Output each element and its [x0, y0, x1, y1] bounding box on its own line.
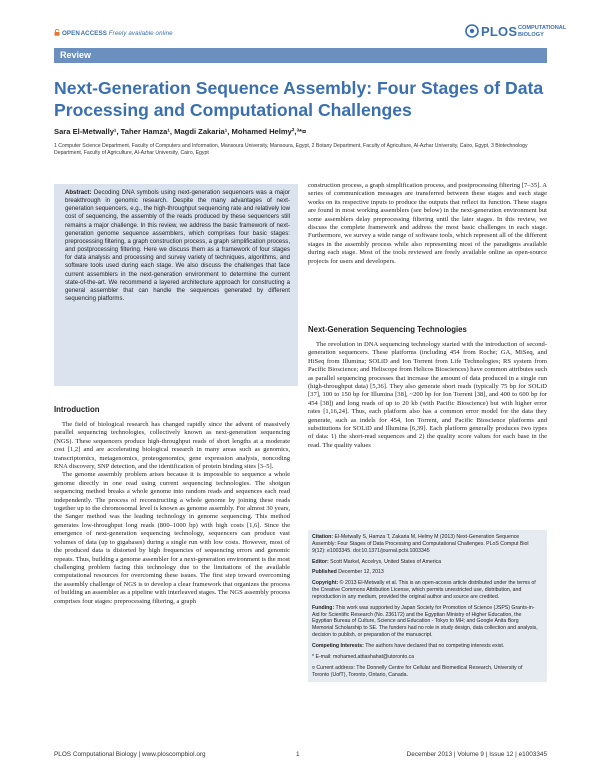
- competing-label: Competing Interests:: [312, 642, 364, 649]
- author-list: Sara El-Metwally¹, Taher Hamza¹, Magdi Zakaria¹, Mohamed Helmy²,³*¤: [54, 127, 307, 136]
- abstract-label: Abstract:: [65, 190, 92, 196]
- copyright: [312, 580, 541, 601]
- funding-label: Funding:: [312, 604, 335, 611]
- footer-issue: December 2013 | Volume 9 | Issue 12 | e1003345: [406, 751, 547, 758]
- citation: [312, 534, 541, 555]
- citation-text: El-Metwally S, Hamza T, Zakaria M, Helmy M (2013) Next-Generation Sequence Assembly: Four Stages of Data Processing and Computational Challenges. PLoS Comput Biol 9(12): e1003345. doi:10.1371/journal.pcbi.1003345: [312, 534, 529, 554]
- published-label: Published: [312, 569, 337, 576]
- affiliations: 1 Computer Science Department, Faculty of Computers and Information, Mansoura University, Mansoura, Egypt, 2 Botany Department, Faculty of Agriculture, Al-Azhar University, Cairo, Egypt, 3 Biotechnology Department, Faculty of Agriculture, Al-Azhar University, Cairo, Egypt: [54, 143, 528, 157]
- published: [312, 569, 541, 576]
- funding-text: This work was supported by Japan Society for Promotion of Science (JSPS) Grants-in-Aid for Scientific Research (No. 236172) and the Egyptian Ministry of Higher Education, the Egyptian Bureau of Culture, Science and Education - Tokyo to MH; and Google Anita Borg Memorial Scholarship to SE. The funders had no role in study design, data collection and analysis, decision to publish, or preparation of the manuscript.: [312, 604, 538, 639]
- ngs-body: [308, 341, 547, 450]
- logo-plos-text: PLOS: [481, 24, 518, 39]
- email: * E-mail: mohamed.attiashahat@utoronto.ca: [312, 653, 415, 660]
- editor-label: Editor:: [312, 558, 329, 565]
- footer-journal: PLOS Computational Biology | www.ploscompbiol.org: [54, 751, 206, 758]
- open-access-badge: [54, 29, 173, 37]
- logo-line-2: BIOLOGY: [518, 31, 544, 38]
- abstract-body: Decoding DNA symbols using next-generation sequencers was a major breakthrough in genomic research. Despite the many advantages of next-generation sequencers, e.g., the high-throughput sequencing rate and relatively low cost of sequencing, the assembly of the reads produced by these sequencers still remains a major challenge. In this review, we address the basic framework of next-generation genome sequence assemblers, which comprises four basic stages: preprocessing filtering, a graph construction process, a graph simplification process, and postprocessing filtering. Here we discuss them as a framework of four stages for data analysis and processing and survey variety of techniques, algorithms, and software tools used during each stage. We also discuss the challenges that face current assemblers in the next-generation environment to determine the current state-of-the-art. We recommend a layered architecture approach for constructing a general assembler that can handle the sequences generated by different sequencing platforms.: [65, 190, 290, 303]
- copyright-label: Copyright:: [312, 580, 339, 587]
- abstract-box: [54, 184, 298, 386]
- article-title: Next-Generation Sequence Assembly: Four Stages of Data Processing and Computational Challenges: [54, 78, 544, 120]
- plos-logo-icon: [465, 24, 479, 38]
- plos-logo: [463, 22, 567, 42]
- introduction-body: [54, 421, 290, 606]
- introduction-heading: Introduction: [54, 405, 100, 414]
- logo-journal-text: [518, 25, 566, 38]
- editor: [312, 559, 541, 566]
- intro-paragraph-2: The genome assembly problem arises because it is impossible to sequence a whole genome directly in one read using current sequencing technologies. The shotgun sequencing method breaks a whole genome into random reads and sequences each read independently. The process of reconstructing a whole genome by joining these reads together up to the chromosomal level is known as genome assembly. For almost 30 years, the Sanger method was the leading technology in genome sequencing. This method generates low-throughput long reads (800–1000 bp) with high costs [1,6]. Since the emergence of next-generation sequencing technology, sequencers can produce vast volumes of data (up to gigabases) during a single run with low costs. However, most of the produced data is distorted by high frequencies of sequencing errors and genomic repeats. Thus, building a genome assembler for a next-generation environment is the most challenging problem facing this technology due to the limitations of the available computational resources for overcoming these issues. The first step toward overcoming the assembly challenge of NGS is to develop a clear framework that organizes the process of building an assembler as a pipeline with interleaved stages. The NGS assembly process comprises four stages: preprocessing filtering, a graph: [54, 471, 290, 605]
- current-address: ¤ Current address: The Donnelly Centre for Cellular and Biomedical Research, University of Toronto (UofT), Toronto, Ontario, Canada.: [312, 664, 523, 678]
- funding: [312, 605, 541, 639]
- editor-text: Scott Markel, Accelrys, United States of America: [328, 558, 442, 565]
- ngs-heading: Next-Generation Sequencing Technologies: [308, 325, 467, 334]
- open-label: OPEN: [62, 30, 80, 37]
- article-info-box: [308, 530, 547, 682]
- competing-text: The authors have declared that no competing interests exist.: [363, 642, 505, 649]
- published-date: December 12, 2013: [336, 569, 384, 576]
- intro-paragraph-1: The field of biological research has changed rapidly since the advent of massively parallel sequencing technologies, collectively known as next-generation sequencing (NGS). These sequencers produce high-throughput reads of short lengths at a moderate cost [1,2] and are accelerating biological research in many areas such as genomics, transcriptomics, metagenomics, proteogenomics, gene expression analysis, noncoding RNA discovery, SNP detection, and the identification of protein binding sites [3–5].: [54, 421, 290, 471]
- col2-paragraph-1: construction process, a graph simplification process, and postprocessing filtering [7–35]. A series of communication messages are transferred between these stages and each stage works on its respective inputs to produce the outputs that reflect its function. These stages are found in most working assemblers (see below) in the next-generation environment but some assemblers delay preprocessing filtering until the later stages. In this review, we discuss the complete framework and address the most basic challenges in each stage. Furthermore, we survey a wide range of software tools, which represent all of the different stages in the assembly process while also representing most of the paradigms available during each stage. Most of the tools reviewed are freely available online as open-source projects for users and developers.: [308, 182, 547, 265]
- competing-interests: [312, 643, 541, 650]
- citation-label: Citation:: [312, 534, 334, 540]
- access-label: ACCESS: [80, 30, 107, 37]
- section-banner: Review: [54, 48, 547, 63]
- copyright-text: © 2013 El-Metwally et al. This is an open-access article distributed under the terms of the Creative Commons Attribution License, which permits unrestricted use, distribution, and reproduction in any medium, provided the original author and source are credited.: [312, 580, 536, 600]
- column-2-text: [308, 182, 547, 266]
- logo-line-1: COMPUTATIONAL: [518, 25, 567, 31]
- footer-page-number: 1: [296, 751, 300, 758]
- col2-paragraph-2: The revolution in DNA sequencing technology started with the introduction of second-generation sequencers. These platforms (including 454 from Roche; GA, MiSeq, and HiSeq from Illumina; SOLiD and Ion Torrent from Life Technologies; RS system from Pacific Bioscience; and Heliscope from Helicos Biosciences) have common attributes such as parallel sequencing processes that increase the amount of data produced in a single run (high-throughput data) [5,36]. They also generate short reads (typically 75 bp for SOLiD [37], 100 to 150 bp for Illumina [38], ~200 bp for Ion Torrent [38], and 400 to 600 bp for 454 [38]) and long reads of up to 20 kb (with Pacific Bioscience) but with higher error rates [1,16,24]. Thus, each platform also has a common error model for the data they generate, such as indels for 454, Ion Torrent, and Pacific Bioscience platforms and substitutions for SOLiD and Illumina [6,39]. Each platform generally produces two types of data: 1) the short-read sequences and 2) the quality score values for each base in the read. The quality values: [308, 341, 547, 449]
- open-access-lock-icon: [54, 29, 60, 36]
- abstract-text: [65, 189, 290, 303]
- freely-available-label: Freely available online: [108, 30, 173, 37]
